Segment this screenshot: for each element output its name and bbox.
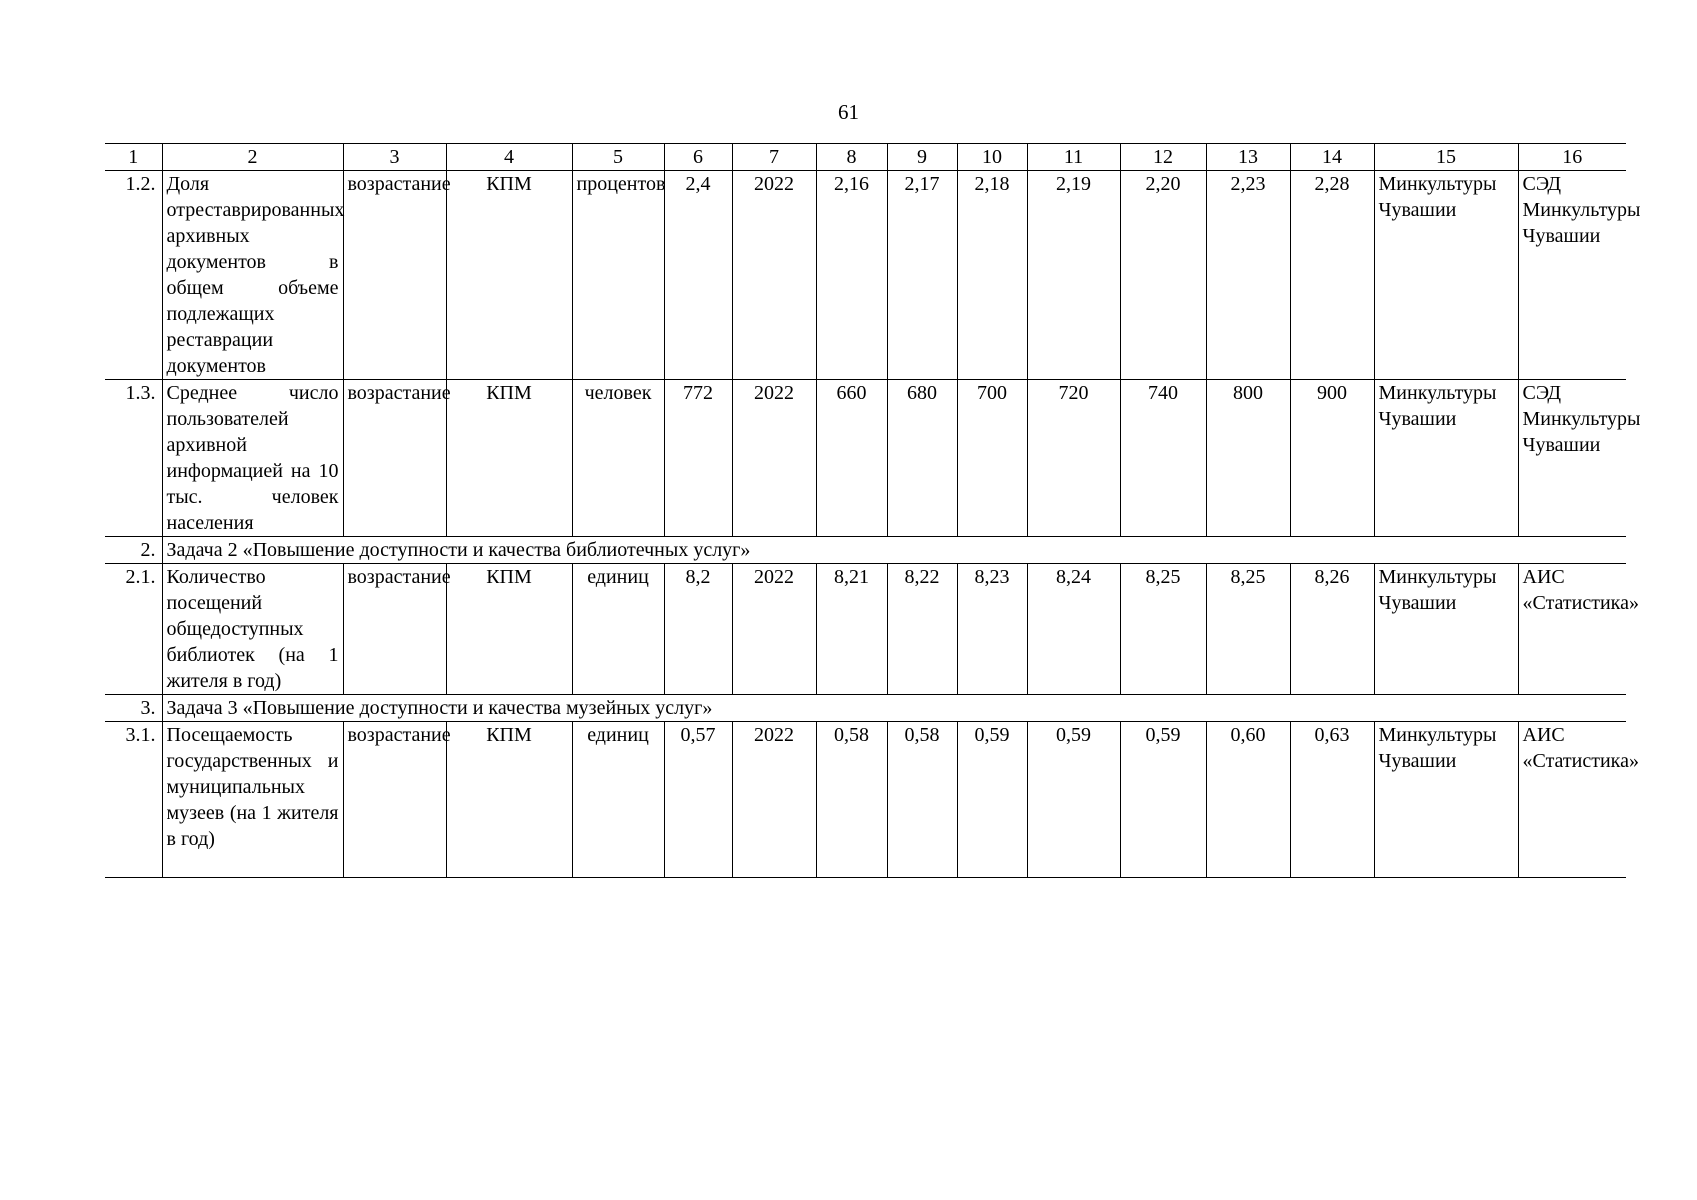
value-cell: 680 xyxy=(887,380,957,537)
header-cell: 6 xyxy=(664,144,732,171)
unit: процентов xyxy=(572,171,664,380)
base-value: 2,4 xyxy=(664,171,732,380)
header-cell: 14 xyxy=(1290,144,1374,171)
header-cell: 1 xyxy=(105,144,162,171)
direction: возрастание xyxy=(343,380,446,537)
base-value: 0,57 xyxy=(664,722,732,878)
value-cell: 0,58 xyxy=(887,722,957,878)
value-cell: 0,60 xyxy=(1206,722,1290,878)
responsible: Минкультуры Чувашии xyxy=(1374,564,1518,695)
value-cell: 2,18 xyxy=(957,171,1027,380)
indicator-name: Количество посещений общедоступных библиотек (на 1 жителя в год) xyxy=(162,564,343,695)
table-row xyxy=(105,722,1626,878)
header-cell: 8 xyxy=(816,144,887,171)
header-cell: 12 xyxy=(1120,144,1206,171)
row-number: 1.3. xyxy=(105,380,162,537)
page-number: 61 xyxy=(838,100,859,124)
table-row xyxy=(105,564,1626,695)
row-number: 2. xyxy=(105,537,162,564)
value-cell: 0,59 xyxy=(957,722,1027,878)
responsible: Минкультуры Чувашии xyxy=(1374,722,1518,878)
row-number: 3. xyxy=(105,695,162,722)
base-year: 2022 xyxy=(732,564,816,695)
value-cell: 8,21 xyxy=(816,564,887,695)
indicator-kind: КПМ xyxy=(446,564,572,695)
value-cell: 8,22 xyxy=(887,564,957,695)
value-cell: 0,59 xyxy=(1120,722,1206,878)
base-year: 2022 xyxy=(732,171,816,380)
base-value: 8,2 xyxy=(664,564,732,695)
responsible: Минкультуры Чувашии xyxy=(1374,380,1518,537)
unit: единиц xyxy=(572,722,664,878)
value-cell: 2,17 xyxy=(887,171,957,380)
table-row xyxy=(105,380,1626,537)
value-cell: 0,58 xyxy=(816,722,887,878)
header-cell: 4 xyxy=(446,144,572,171)
value-cell: 2,19 xyxy=(1027,171,1120,380)
header-cell: 3 xyxy=(343,144,446,171)
header-cell: 15 xyxy=(1374,144,1518,171)
indicators-table xyxy=(105,143,1641,878)
unit: единиц xyxy=(572,564,664,695)
header-row xyxy=(105,144,1626,171)
value-cell: 700 xyxy=(957,380,1027,537)
header-cell: 11 xyxy=(1027,144,1120,171)
row-number: 3.1. xyxy=(105,722,162,878)
header-cell: 9 xyxy=(887,144,957,171)
indicator-name: Среднее число пользователей архивной информацией на 10 тыс. человек населения xyxy=(162,380,343,537)
value-cell: 8,23 xyxy=(957,564,1027,695)
header-cell: 2 xyxy=(162,144,343,171)
value-cell: 8,25 xyxy=(1120,564,1206,695)
indicator-name: Посещаемость государственных и муниципальных музеев (на 1 жителя в год) xyxy=(162,722,343,878)
value-cell: 720 xyxy=(1027,380,1120,537)
responsible: Минкультуры Чувашии xyxy=(1374,171,1518,380)
base-value: 772 xyxy=(664,380,732,537)
task-title: Задача 2 «Повышение доступности и качества библиотечных услуг» xyxy=(162,537,1626,564)
base-year: 2022 xyxy=(732,380,816,537)
info-system: АИС «Статистика» xyxy=(1518,722,1626,878)
task-row xyxy=(105,695,1626,722)
info-system: СЭД Минкультуры Чувашии xyxy=(1518,171,1626,380)
value-cell: 2,28 xyxy=(1290,171,1374,380)
value-cell: 8,24 xyxy=(1027,564,1120,695)
row-number: 2.1. xyxy=(105,564,162,695)
header-cell: 5 xyxy=(572,144,664,171)
task-title: Задача 3 «Повышение доступности и качества музейных услуг» xyxy=(162,695,1626,722)
indicator-name: Доля отреставрированных архивных документов в общем объеме подлежащих реставрации документов xyxy=(162,171,343,380)
value-cell: 740 xyxy=(1120,380,1206,537)
header-cell: 16 xyxy=(1518,144,1626,171)
info-system: СЭД Минкультуры Чувашии xyxy=(1518,380,1626,537)
value-cell: 2,20 xyxy=(1120,171,1206,380)
header-cell: 7 xyxy=(732,144,816,171)
task-row xyxy=(105,537,1626,564)
value-cell: 900 xyxy=(1290,380,1374,537)
value-cell: 800 xyxy=(1206,380,1290,537)
value-cell: 8,25 xyxy=(1206,564,1290,695)
header-cell: 13 xyxy=(1206,144,1290,171)
unit: человек xyxy=(572,380,664,537)
value-cell: 8,26 xyxy=(1290,564,1374,695)
direction: возрастание xyxy=(343,171,446,380)
header-cell: 10 xyxy=(957,144,1027,171)
value-cell: 2,16 xyxy=(816,171,887,380)
indicator-kind: КПМ xyxy=(446,722,572,878)
indicator-kind: КПМ xyxy=(446,380,572,537)
row-number: 1.2. xyxy=(105,171,162,380)
value-cell: 660 xyxy=(816,380,887,537)
direction: возрастание xyxy=(343,564,446,695)
table-row xyxy=(105,171,1626,380)
value-cell: 0,63 xyxy=(1290,722,1374,878)
indicator-kind: КПМ xyxy=(446,171,572,380)
base-year: 2022 xyxy=(732,722,816,878)
info-system: АИС «Статистика» xyxy=(1518,564,1626,695)
value-cell: 2,23 xyxy=(1206,171,1290,380)
value-cell: 0,59 xyxy=(1027,722,1120,878)
direction: возрастание xyxy=(343,722,446,878)
